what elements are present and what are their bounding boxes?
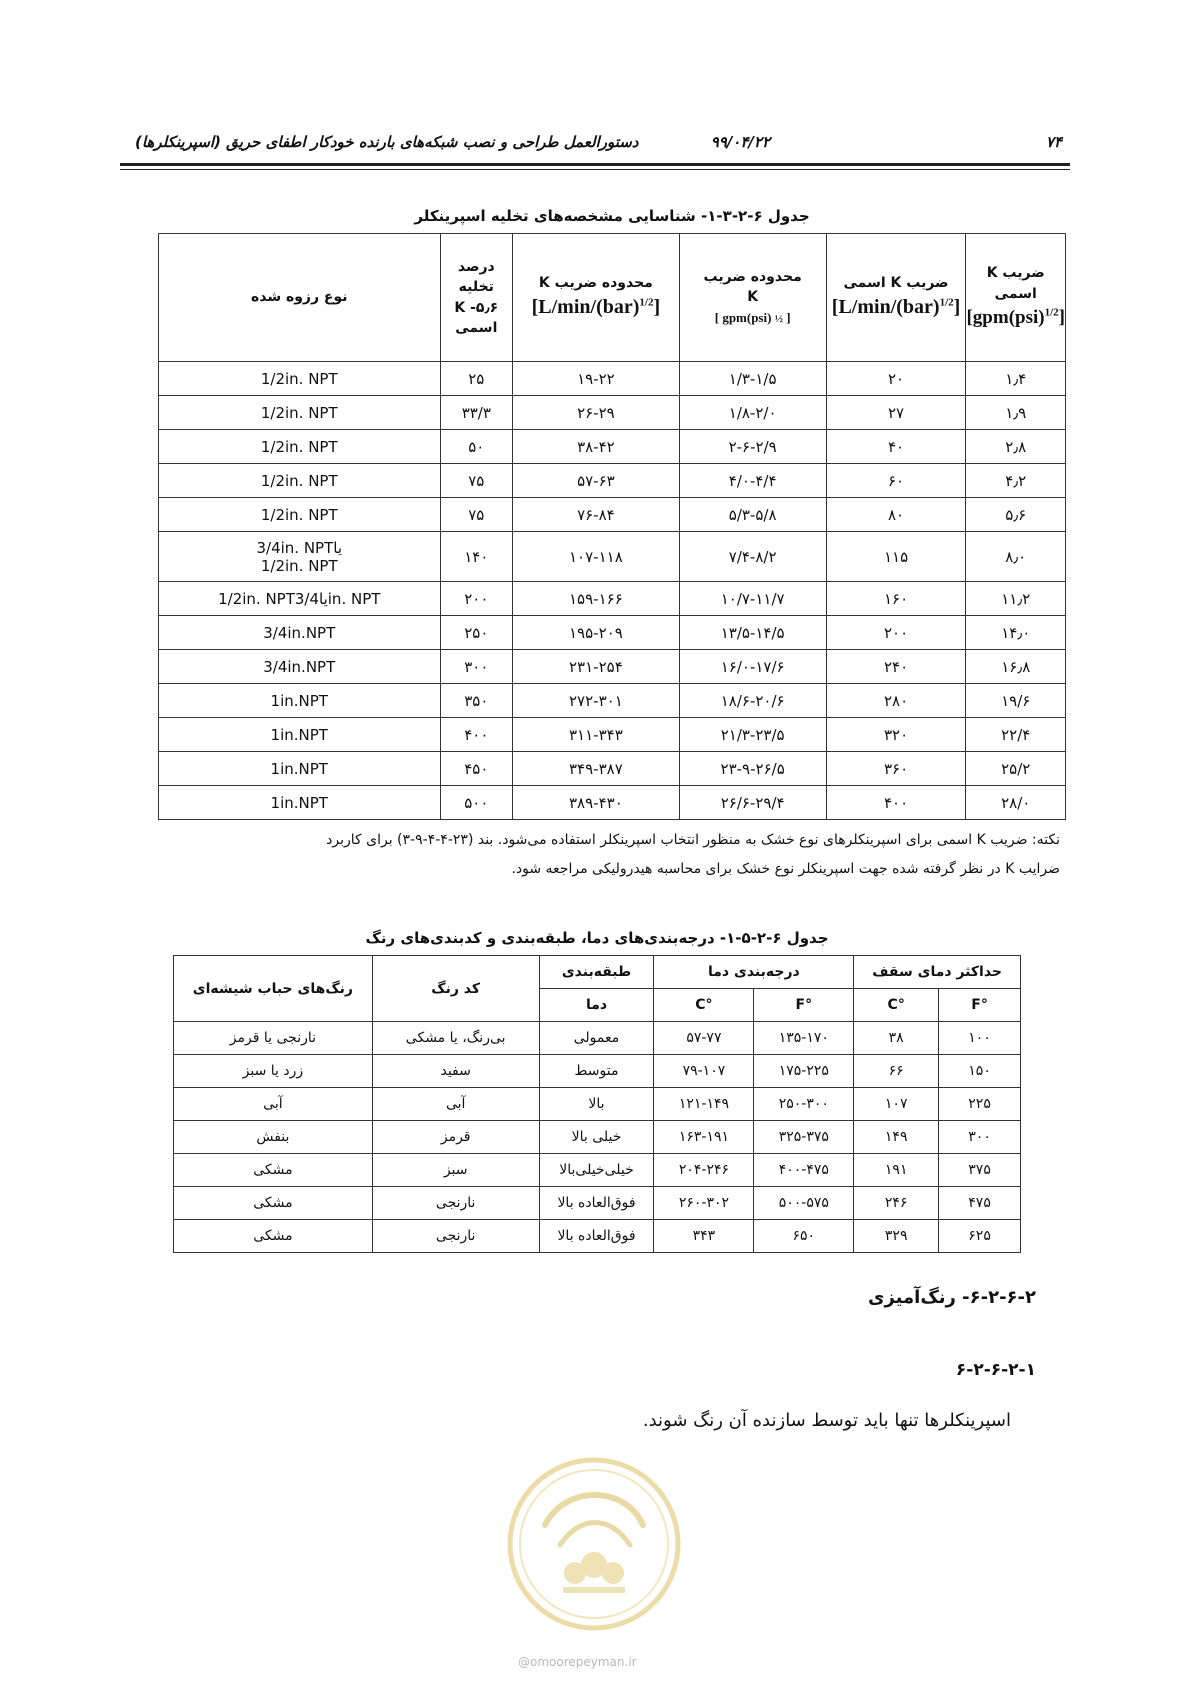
cell-discharge-percent: ۲۵۰ [440, 616, 513, 650]
cell-thread-type: 1/2in. NPT [159, 362, 441, 396]
table1-note [170, 826, 1060, 884]
cell-rating-c: ۱۶۳-۱۹۱ [654, 1121, 754, 1154]
cell-thread-type: 1/2in. NPTیا3/4in. NPT [159, 582, 441, 616]
cell-ceiling-c: ۱۴۹ [854, 1121, 939, 1154]
cell-range-k-l: ۲۳۱-۲۵۴ [513, 650, 680, 684]
section-paragraph: اسپرینکلرها تنها باید توسط سازنده آن رنگ شوند. [642, 1410, 1011, 1431]
cell-bulb-color: نارنجی یا قرمز [174, 1022, 373, 1055]
cell-rating-f: ۴۰۰-۴۷۵ [754, 1154, 854, 1187]
table-row [159, 718, 1066, 752]
cell-ceiling-c: ۱۰۷ [854, 1088, 939, 1121]
cell-nominal-k-gpm: ۲۸/۰ [966, 786, 1066, 820]
cell-color-code: قرمز [372, 1121, 539, 1154]
cell-range-k-l: ۳۸-۴۲ [513, 430, 680, 464]
cell-discharge-percent: ۳۳/۳ [440, 396, 513, 430]
cell-nominal-k-gpm: ۱۶٫۸ [966, 650, 1066, 684]
website-watermark: @omoorepeyman.ir [518, 1655, 637, 1669]
cell-temp-class: بالا [539, 1088, 654, 1121]
cell-discharge-percent: ۵۰ [440, 430, 513, 464]
cell-color-code: سفید [372, 1055, 539, 1088]
cell-rating-c: ۱۲۱-۱۴۹ [654, 1088, 754, 1121]
cell-nominal-k-l: ۴۰ [826, 430, 966, 464]
cell-discharge-percent: ۱۴۰ [440, 532, 513, 582]
cell-thread-type: 1in.NPT [159, 684, 441, 718]
cell-discharge-percent: ۴۵۰ [440, 752, 513, 786]
table1-caption: جدول ۶-۲-۳-۱- شناسایی مشخصه‌های تخلیه اسپرینکلر [414, 207, 810, 225]
cell-range-k-l: ۳۱۱-۳۴۳ [513, 718, 680, 752]
table-row [159, 430, 1066, 464]
cell-ceiling-f: ۲۲۵ [939, 1088, 1021, 1121]
cell-color-code: نارنجی [372, 1220, 539, 1253]
cell-color-code: سبز [372, 1154, 539, 1187]
cell-rating-f: ۲۵۰-۳۰۰ [754, 1088, 854, 1121]
header-discharge-percent: درصد تخلیه K -۵٫۶ اسمی [440, 234, 513, 362]
subsection-heading: ۶-۲-۶-۲-۱ [955, 1360, 1036, 1380]
table-row [159, 498, 1066, 532]
cell-rating-c: ۲۰۴-۲۴۶ [654, 1154, 754, 1187]
cell-ceiling-f: ۱۵۰ [939, 1055, 1021, 1088]
table-row [159, 752, 1066, 786]
cell-ceiling-c: ۶۶ [854, 1055, 939, 1088]
cell-nominal-k-l: ۱۶۰ [826, 582, 966, 616]
cell-nominal-k-l: ۶۰ [826, 464, 966, 498]
cell-range-k-l: ۱۵۹-۱۶۶ [513, 582, 680, 616]
cell-nominal-k-l: ۳۲۰ [826, 718, 966, 752]
cell-thread-type: 3/4in.NPT [159, 650, 441, 684]
table-row [159, 532, 1066, 582]
cell-range-k-gpm: ۷/۴-۸/۲ [679, 532, 826, 582]
cell-thread-type: 1/2in. NPT [159, 396, 441, 430]
discharge-characteristics-table [158, 233, 1066, 820]
table-row [174, 1187, 1021, 1220]
header-temp-rating: درجه‌بندی دما [654, 956, 854, 989]
cell-temp-class: معمولی [539, 1022, 654, 1055]
cell-discharge-percent: ۷۵ [440, 498, 513, 532]
cell-temp-class: فوق‌العاده بالا [539, 1187, 654, 1220]
cell-color-code: بی‌رنگ، یا مشکی [372, 1022, 539, 1055]
seal-logo [505, 1455, 683, 1633]
header-ceiling-f: °F [939, 989, 1021, 1022]
cell-range-k-l: ۳۴۹-۳۸۷ [513, 752, 680, 786]
cell-temp-class: متوسط [539, 1055, 654, 1088]
cell-ceiling-c: ۲۴۶ [854, 1187, 939, 1220]
cell-nominal-k-l: ۲۰ [826, 362, 966, 396]
cell-color-code: آبی [372, 1088, 539, 1121]
cell-range-k-l: ۱۰۷-۱۱۸ [513, 532, 680, 582]
cell-range-k-l: ۲۷۲-۳۰۱ [513, 684, 680, 718]
header-range-k-l: محدوده ضریب K [L/min/(bar)$^{1/2}$] [513, 234, 680, 362]
cell-range-k-l: ۵۷-۶۳ [513, 464, 680, 498]
cell-discharge-percent: ۳۰۰ [440, 650, 513, 684]
header-rating-c: °C [654, 989, 754, 1022]
cell-nominal-k-gpm: ۲۵/۲ [966, 752, 1066, 786]
document-date: ۹۹/۰۴/۲۲ [710, 133, 770, 151]
table-row [159, 684, 1066, 718]
cell-ceiling-c: ۳۲۹ [854, 1220, 939, 1253]
header-rule-thick [120, 163, 1070, 166]
cell-nominal-k-l: ۲۷ [826, 396, 966, 430]
cell-range-k-gpm: ۱۶/۰-۱۷/۶ [679, 650, 826, 684]
cell-discharge-percent: ۳۵۰ [440, 684, 513, 718]
cell-nominal-k-gpm: ۱٫۹ [966, 396, 1066, 430]
cell-color-code: نارنجی [372, 1187, 539, 1220]
cell-discharge-percent: ۴۰۰ [440, 718, 513, 752]
cell-range-k-gpm: ۱۳/۵-۱۴/۵ [679, 616, 826, 650]
cell-bulb-color: مشکی [174, 1187, 373, 1220]
cell-thread-type: 3/4in.NPT [159, 616, 441, 650]
cell-range-k-gpm: ۱۸/۶-۲۰/۶ [679, 684, 826, 718]
cell-range-k-gpm: ۴/۰-۴/۴ [679, 464, 826, 498]
cell-range-k-l: ۷۶-۸۴ [513, 498, 680, 532]
table-row [159, 786, 1066, 820]
cell-range-k-l: ۱۹۵-۲۰۹ [513, 616, 680, 650]
header-temp-class-1: طبقه‌بندی [539, 956, 654, 989]
cell-thread-type: 1in.NPT [159, 718, 441, 752]
table-row [174, 1154, 1021, 1187]
header-nominal-k-gpm: ضریب K اسمی [gpm(psi)$^{1/2}$] [966, 234, 1066, 362]
header-color-code: کد رنگ [372, 956, 539, 1022]
cell-thread-type: 1/2in. NPT [159, 498, 441, 532]
header-nominal-k-l: ضریب K اسمی [L/min/(bar)$^{1/2}$] [826, 234, 966, 362]
cell-rating-c: ۳۴۳ [654, 1220, 754, 1253]
cell-nominal-k-gpm: ۱۹/۶ [966, 684, 1066, 718]
cell-temp-class: خیلی بالا [539, 1121, 654, 1154]
cell-range-k-gpm: ۲-۶-۲/۹ [679, 430, 826, 464]
cell-nominal-k-gpm: ۲٫۸ [966, 430, 1066, 464]
cell-ceiling-f: ۳۰۰ [939, 1121, 1021, 1154]
table-row [174, 1121, 1021, 1154]
cell-thread-type: 1in.NPT [159, 786, 441, 820]
cell-discharge-percent: ۵۰۰ [440, 786, 513, 820]
cell-rating-c: ۲۶۰-۳۰۲ [654, 1187, 754, 1220]
cell-discharge-percent: ۷۵ [440, 464, 513, 498]
header-rule-thin [120, 169, 1070, 170]
cell-nominal-k-l: ۲۰۰ [826, 616, 966, 650]
cell-thread-type: 1/2in. NPT [159, 430, 441, 464]
cell-nominal-k-l: ۲۴۰ [826, 650, 966, 684]
header-rating-f: °F [754, 989, 854, 1022]
cell-rating-f: ۳۲۵-۳۷۵ [754, 1121, 854, 1154]
cell-thread-type: 3/4in. NPTیا 1/2in. NPT [159, 532, 441, 582]
cell-nominal-k-l: ۸۰ [826, 498, 966, 532]
table-row [174, 1055, 1021, 1088]
cell-rating-f: ۶۵۰ [754, 1220, 854, 1253]
table-row [159, 396, 1066, 430]
note-line-1: نکته: ضریب K اسمی برای اسپرینکلرهای نوع خشک به منظور انتخاب اسپرینکلر استفاده می‌شود. بند (۲۳-۴-۴-۹-۳) برای کاربرد [326, 832, 1060, 848]
cell-ceiling-c: ۱۹۱ [854, 1154, 939, 1187]
cell-range-k-gpm: ۲۳-۹-۲۶/۵ [679, 752, 826, 786]
table-row [159, 582, 1066, 616]
cell-nominal-k-l: ۲۸۰ [826, 684, 966, 718]
table-row [159, 616, 1066, 650]
cell-bulb-color: آبی [174, 1088, 373, 1121]
cell-range-k-gpm: ۵/۳-۵/۸ [679, 498, 826, 532]
header-max-ceiling-temp: حداکثر دمای سقف [854, 956, 1021, 989]
cell-range-k-gpm: ۲۶/۶-۲۹/۴ [679, 786, 826, 820]
header-temp-class-2: دما [539, 989, 654, 1022]
cell-nominal-k-gpm: ۵٫۶ [966, 498, 1066, 532]
cell-rating-c: ۵۷-۷۷ [654, 1022, 754, 1055]
cell-rating-f: ۱۷۵-۲۲۵ [754, 1055, 854, 1088]
cell-thread-type: 1in.NPT [159, 752, 441, 786]
cell-range-k-l: ۲۶-۲۹ [513, 396, 680, 430]
note-line-2: ضرایب K در نظر گرفته شده جهت اسپرینکلر نوع خشک برای محاسبه هیدرولیکی مراجعه شود. [511, 861, 1060, 877]
cell-nominal-k-gpm: ۱٫۴ [966, 362, 1066, 396]
seal-logo-icon [505, 1455, 683, 1633]
cell-discharge-percent: ۲۰۰ [440, 582, 513, 616]
cell-bulb-color: مشکی [174, 1154, 373, 1187]
header-range-k-gpm: محدوده ضریب K [ gpm(psi) ½ ] [679, 234, 826, 362]
cell-bulb-color: مشکی [174, 1220, 373, 1253]
cell-range-k-l: ۳۸۹-۴۳۰ [513, 786, 680, 820]
section-heading: ۶-۲-۶-۲- رنگ‌آمیزی [867, 1287, 1036, 1308]
header-thread-type: نوع رزوه شده [159, 234, 441, 362]
page-header [135, 133, 1070, 157]
cell-ceiling-f: ۶۲۵ [939, 1220, 1021, 1253]
table-row [159, 650, 1066, 684]
cell-nominal-k-l: ۴۰۰ [826, 786, 966, 820]
cell-range-k-l: ۱۹-۲۲ [513, 362, 680, 396]
cell-rating-c: ۷۹-۱۰۷ [654, 1055, 754, 1088]
cell-discharge-percent: ۲۵ [440, 362, 513, 396]
cell-ceiling-f: ۱۰۰ [939, 1022, 1021, 1055]
table-row [174, 1088, 1021, 1121]
document-title: دستورالعمل طراحی و نصب شبکه‌های بارنده خودکار اطفای حریق (اسپرینکلرها) [135, 133, 639, 151]
cell-nominal-k-gpm: ۱۴٫۰ [966, 616, 1066, 650]
cell-ceiling-f: ۳۷۵ [939, 1154, 1021, 1187]
table-row [174, 1220, 1021, 1253]
cell-rating-f: ۵۰۰-۵۷۵ [754, 1187, 854, 1220]
cell-range-k-gpm: ۱/۸-۲/۰ [679, 396, 826, 430]
cell-range-k-gpm: ۲۱/۳-۲۳/۵ [679, 718, 826, 752]
page-number: ۷۴ [1045, 133, 1062, 151]
cell-nominal-k-l: ۱۱۵ [826, 532, 966, 582]
cell-temp-class: خیلی‌خیلی‌بالا [539, 1154, 654, 1187]
cell-bulb-color: زرد یا سبز [174, 1055, 373, 1088]
cell-nominal-k-gpm: ۱۱٫۲ [966, 582, 1066, 616]
cell-bulb-color: بنفش [174, 1121, 373, 1154]
table2-caption: جدول ۶-۲-۵-۱- درجه‌بندی‌های دما، طبقه‌بندی و کدبندی‌های رنگ [365, 929, 829, 947]
cell-range-k-gpm: ۱۰/۷-۱۱/۷ [679, 582, 826, 616]
table-row [159, 464, 1066, 498]
cell-ceiling-f: ۴۷۵ [939, 1187, 1021, 1220]
header-bulb-colors: رنگ‌های حباب شیشه‌ای [174, 956, 373, 1022]
cell-rating-f: ۱۳۵-۱۷۰ [754, 1022, 854, 1055]
cell-nominal-k-gpm: ۲۲/۴ [966, 718, 1066, 752]
cell-ceiling-c: ۳۸ [854, 1022, 939, 1055]
header-ceiling-c: °C [854, 989, 939, 1022]
cell-temp-class: فوق‌العاده بالا [539, 1220, 654, 1253]
cell-thread-type: 1/2in. NPT [159, 464, 441, 498]
cell-nominal-k-gpm: ۸٫۰ [966, 532, 1066, 582]
cell-nominal-k-gpm: ۴٫۲ [966, 464, 1066, 498]
cell-nominal-k-l: ۳۶۰ [826, 752, 966, 786]
cell-range-k-gpm: ۱/۳-۱/۵ [679, 362, 826, 396]
table-row [174, 1022, 1021, 1055]
table-row [159, 362, 1066, 396]
temperature-rating-table [173, 955, 1021, 1253]
